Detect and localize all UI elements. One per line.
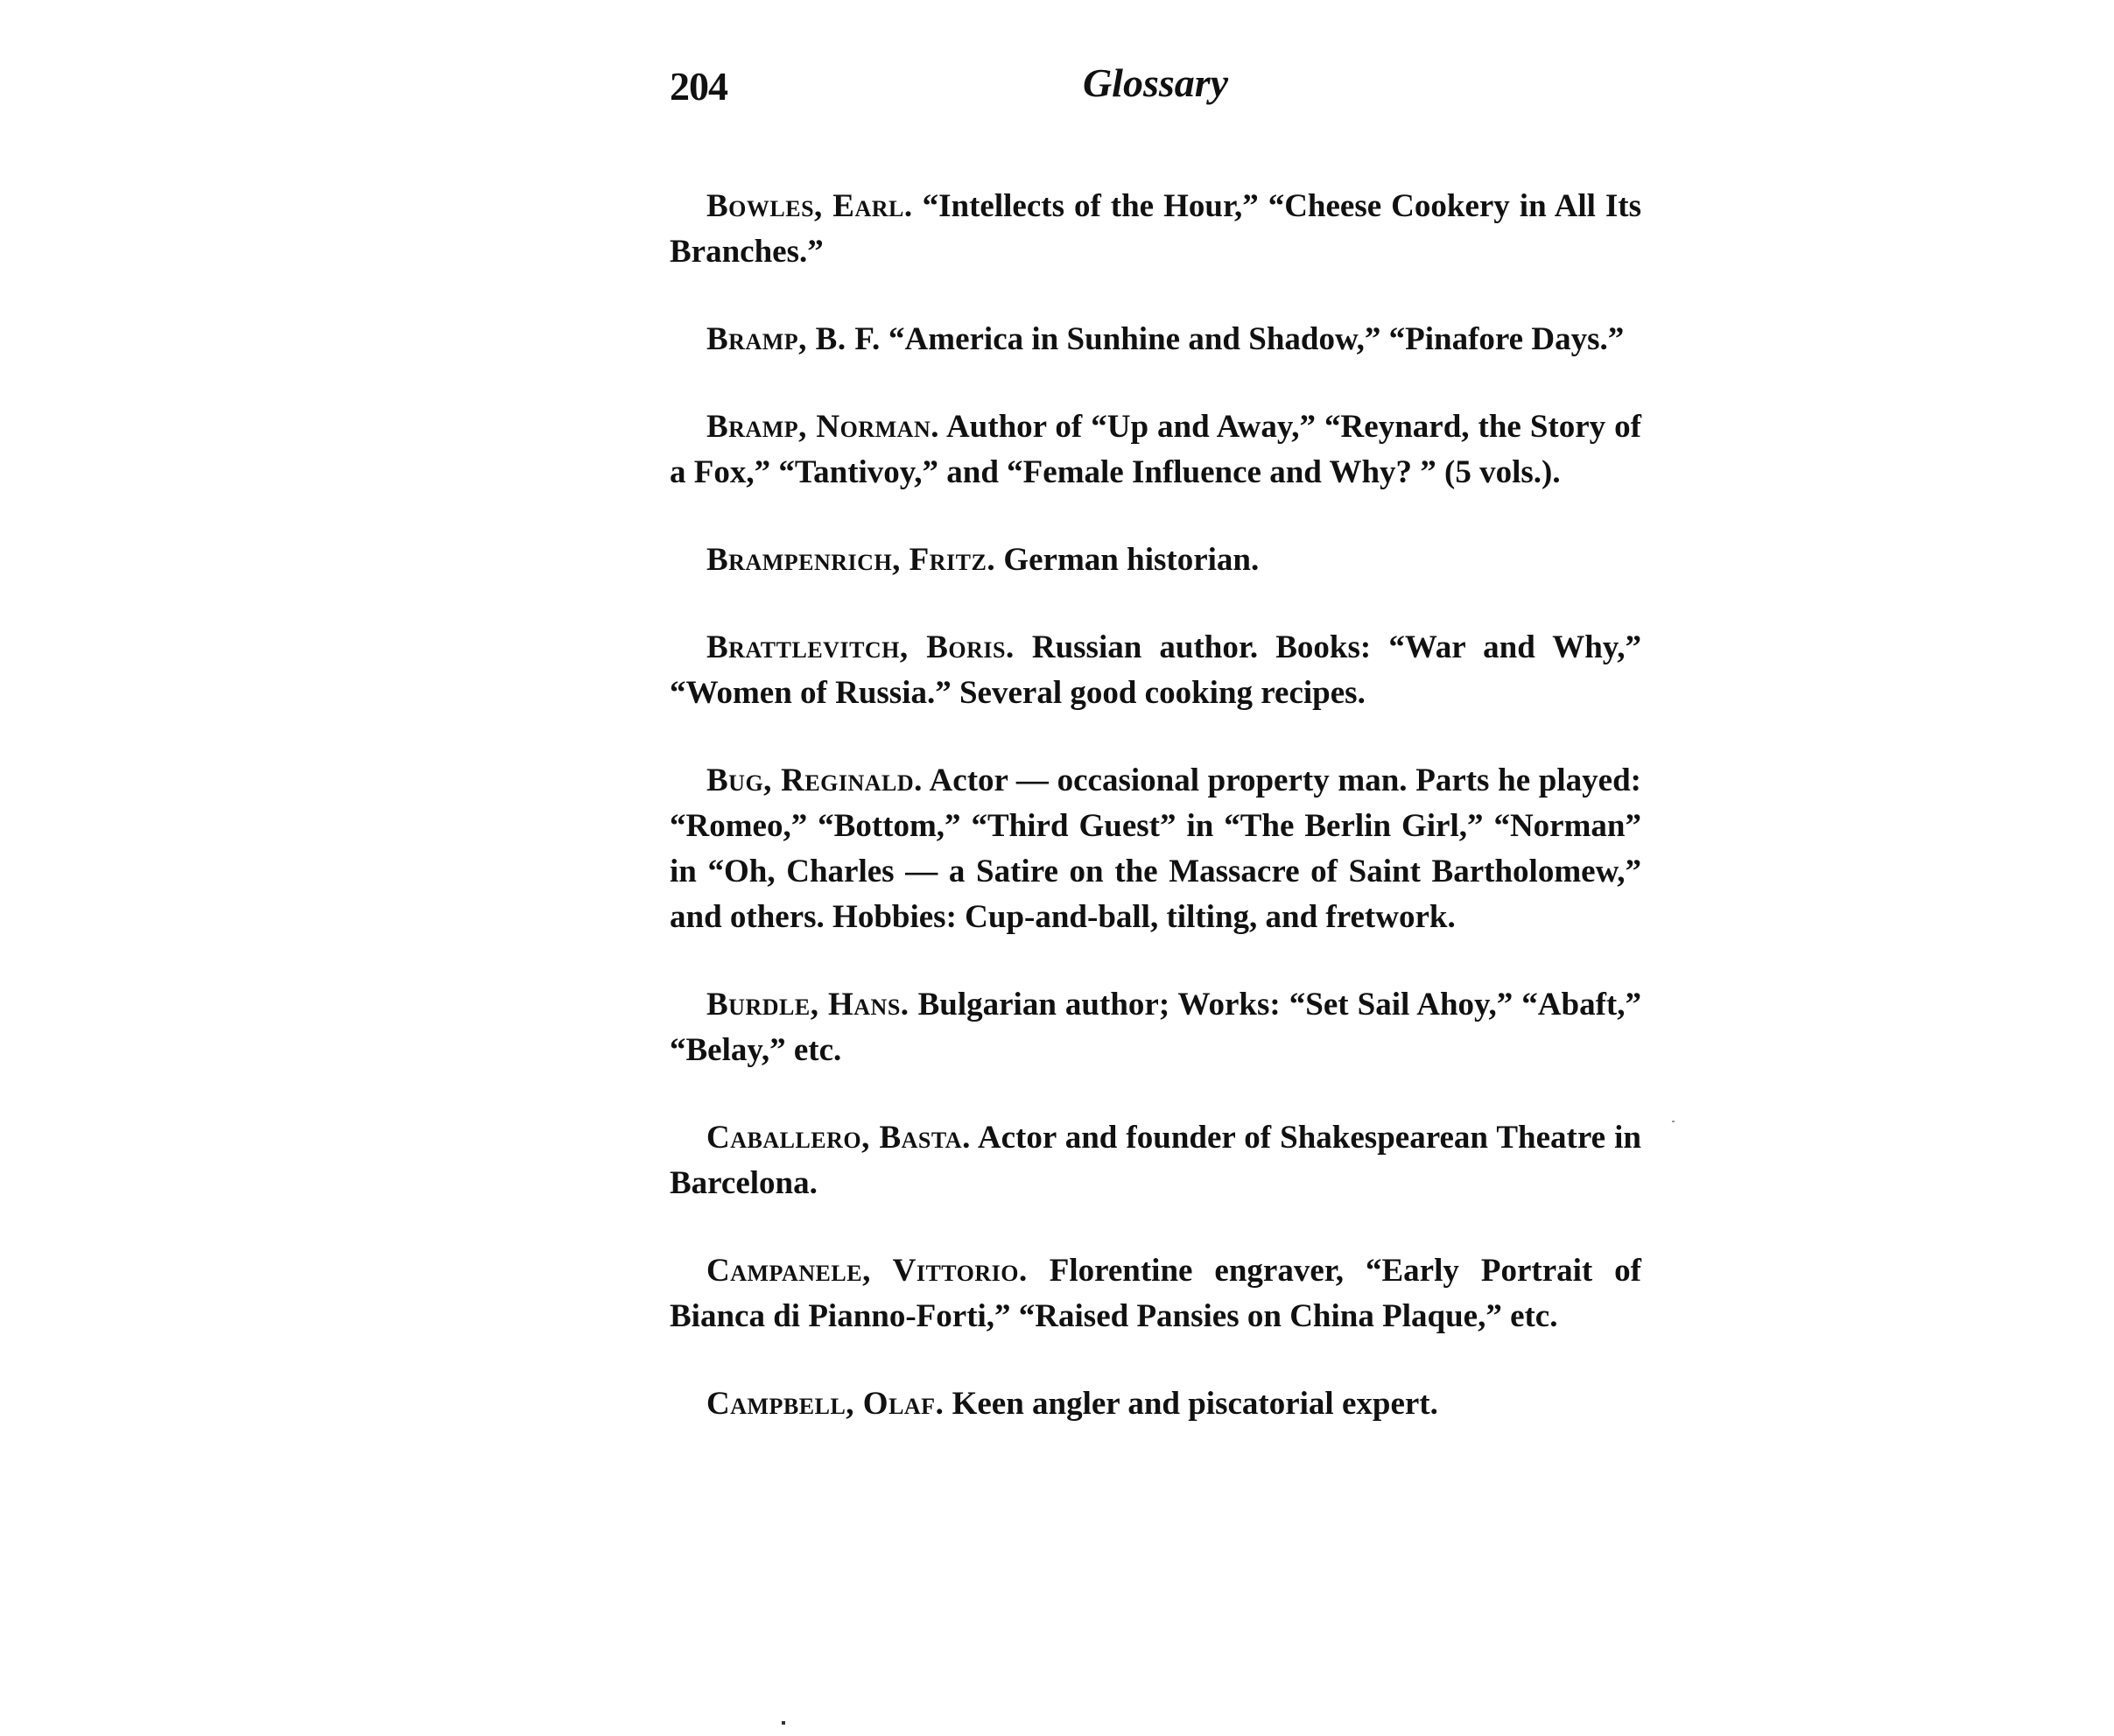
- glossary-entry: [670, 404, 1641, 495]
- entry-name: Brattlevitch, Boris.: [706, 629, 1015, 665]
- entry-text: Russian author. Books: “War and Why,” “Women of Russia.” Several good cooking recipes.: [670, 629, 1641, 711]
- entry-name: Bramp, B. F.: [706, 321, 881, 357]
- entry-text: Actor — occasional property man. Parts he played: “Romeo,” “Bottom,” “Third Guest” in “The Berlin Girl,” “Norman” in “Oh, Charles — a Satire on the Massacre of Saint Bartholomew,” and others. Hobbies: Cup-and-ball, tilting, and fretwork.: [670, 763, 1641, 935]
- entry-name: Campanele, Vittorio.: [706, 1253, 1028, 1289]
- glossary-entries: [670, 184, 1641, 1427]
- entry-name: Bug, Reginald.: [706, 763, 923, 798]
- scan-speck: [1672, 1121, 1675, 1122]
- entry-text: “Intellects of the Hour,” “Cheese Cookery in All Its Branches.”: [670, 188, 1641, 270]
- entry-name: Bramp, Norman.: [706, 409, 939, 445]
- glossary-entry: [670, 982, 1641, 1073]
- entry-text: Florentine engraver, “Early Portrait of Bianca di Pianno-Forti,” “Raised Pansies on China Plaque,” etc.: [670, 1253, 1641, 1334]
- entry-name: Brampenrich, Fritz.: [706, 542, 996, 578]
- entry-name: Bowles, Earl.: [706, 188, 913, 224]
- book-page: [670, 53, 1641, 1716]
- running-head-title: Glossary: [1082, 60, 1229, 105]
- glossary-entry: [670, 317, 1641, 362]
- entry-text: Bulgarian author; Works: “Set Sail Ahoy,” “Abaft,” “Belay,” etc.: [670, 987, 1641, 1068]
- glossary-entry: [670, 758, 1641, 940]
- entry-text: Actor and founder of Shakespearean Theatre in Barcelona.: [670, 1120, 1642, 1201]
- glossary-entry: [670, 1248, 1641, 1339]
- glossary-entry: [670, 538, 1641, 583]
- entry-text: Keen angler and piscatorial expert.: [944, 1386, 1438, 1422]
- glossary-entry: [670, 1381, 1641, 1427]
- entry-name: Campbell, Olaf.: [706, 1386, 945, 1422]
- glossary-entry: [670, 625, 1641, 716]
- entry-text: German historian.: [995, 542, 1260, 578]
- entry-name: Burdle, Hans.: [706, 987, 910, 1023]
- entry-text: “America in Sunhine and Shadow,” “Pinafore Days.”: [880, 321, 1625, 357]
- glossary-entry: [670, 184, 1641, 275]
- scan-speck: [782, 1721, 785, 1725]
- entry-text: Author of “Up and Away,” “Reynard, the Story of a Fox,” “Tantivoy,” and “Female Influence and Why? ” (5 vols.).: [670, 409, 1642, 490]
- entry-name: Caballero, Basta.: [706, 1120, 971, 1156]
- page-number: 204: [670, 64, 727, 109]
- page-header: [670, 53, 1641, 131]
- glossary-entry: [670, 1115, 1641, 1206]
